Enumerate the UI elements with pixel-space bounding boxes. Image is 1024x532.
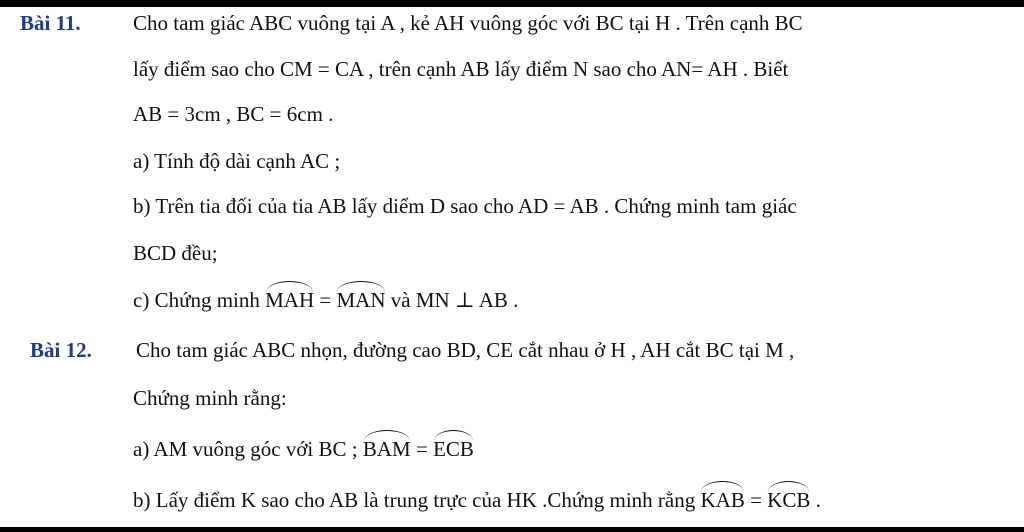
angle-man: MAN [336, 288, 386, 312]
bai11-part-a: a) Tính độ dài cạnh AC ; [133, 149, 341, 173]
angle-kab: KAB [700, 488, 745, 512]
angle-bam: BAM [362, 437, 411, 461]
bai12-part-a-prefix: a) AM vuông góc với BC ; [133, 437, 358, 461]
bai11-line-1: Cho tam giác ABC vuông tại A , kẻ AH vuông góc với BC tại H . Trên cạnh BC [133, 11, 803, 35]
angle-equals: = [744, 488, 768, 512]
bottom-border [0, 527, 1024, 532]
angle-ecb: ECB [433, 437, 474, 461]
bai11-part-b-line-1: b) Trên tia đối của tia AB lấy diểm D sao cho AD = AB . Chứng minh tam giác [133, 194, 797, 218]
angle-kcb: KCB [767, 488, 811, 512]
top-border [0, 0, 1024, 7]
bai12-part-a [133, 436, 474, 462]
bai12-heading-line [30, 337, 92, 363]
angle-equals: = [314, 288, 337, 312]
bai12-line-1: Cho tam giác ABC nhọn, đường cao BD, CE cắt nhau ở H , AH cắt BC tại M , [136, 338, 795, 362]
bai11-part-b-line-2: BCD đều; [133, 241, 218, 265]
bai11-part-c-prefix: c) Chứng minh [133, 288, 260, 312]
bai12-part-b-prefix: b) Lấy điểm K sao cho AB là trung trực của HK .Chứng minh rằng [133, 488, 701, 512]
bai12-part-b [133, 487, 821, 513]
bai12-part-b-suffix: . [810, 488, 821, 512]
bai12-label: Bài 12. [30, 338, 92, 362]
angle-equals: = [410, 437, 434, 461]
angle-mah: MAH [265, 288, 315, 312]
bai11-label: Bài 11. [20, 11, 81, 35]
bai11-line-3: AB = 3cm , BC = 6cm . [133, 102, 334, 126]
bai12-line-2: Chứng minh rằng: [133, 386, 287, 410]
bai11-part-c [133, 287, 518, 313]
bai11-heading-line [20, 10, 81, 36]
bai11-line-2: lấy điểm sao cho CM = CA , trên cạnh AB lấy điểm N sao cho AN= AH . Biết [133, 57, 789, 81]
bai11-part-c-suffix: và MN ⊥ AB . [385, 288, 519, 312]
